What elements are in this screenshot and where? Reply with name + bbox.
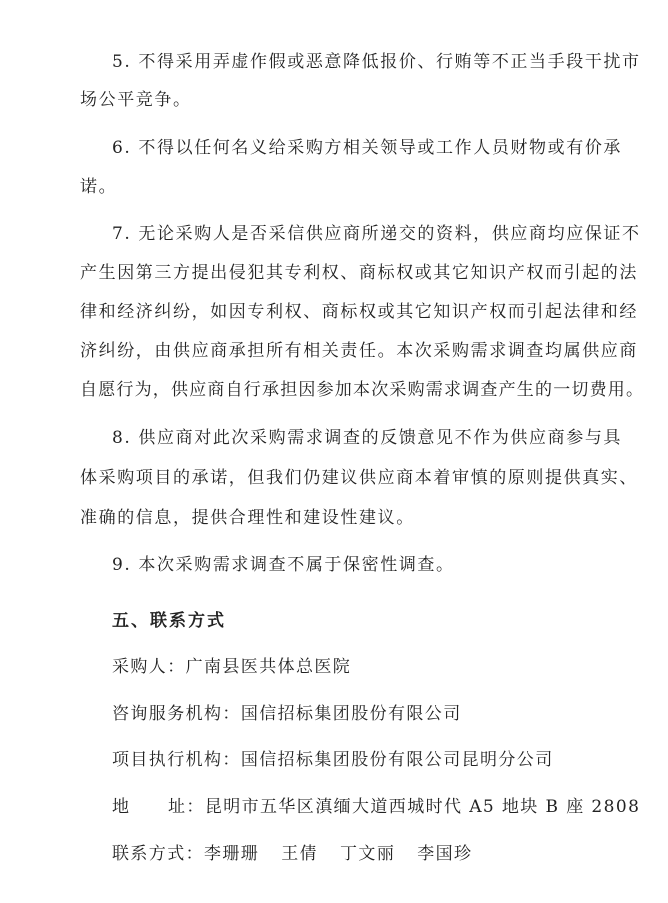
consult-line xyxy=(0,702,668,726)
contact-person-2: 王倩 xyxy=(281,844,319,864)
item-6-line-1: 6. 不得以任何名义给采购方相关领导或工作人员财物或有价承 xyxy=(112,138,623,158)
item-7-line-5: 自愿行为，供应商自行承担因参加本次采购需求调查产生的一切费用。 xyxy=(80,380,645,400)
item-5-line-2: 场公平竞争。 xyxy=(80,90,192,110)
contact-person-1: 李珊珊 xyxy=(204,844,260,864)
item-8-line-2: 体采购项目的承诺，但我们仍建议供应商本着审慎的原则提供真实、 xyxy=(80,468,638,488)
purchaser-line xyxy=(0,655,668,679)
item-7-line-1: 7. 无论采购人是否采信供应商所递交的资料，供应商均应保证不 xyxy=(112,224,641,244)
exec-value: 国信招标集团股份有限公司昆明分公司 xyxy=(240,750,554,770)
purchaser-label: 采购人： xyxy=(112,657,186,677)
purchaser-value: 广南县医共体总医院 xyxy=(185,657,352,677)
contact-person-4: 李国珍 xyxy=(417,844,473,864)
exec-label: 项目执行机构： xyxy=(112,750,241,770)
item-7-line-2: 产生因第三方提出侵犯其专利权、商标权或其它知识产权而引起的法 xyxy=(80,263,638,283)
item-9-line-1: 9. 本次采购需求调查不属于保密性调查。 xyxy=(112,555,455,575)
address-line xyxy=(0,795,668,819)
item-7-line-3: 律和经济纠纷，如因专利权、商标权或其它知识产权而引起法律和经 xyxy=(80,302,638,322)
item-6-line-2: 诺。 xyxy=(80,177,118,197)
address-label-part-2: 址： xyxy=(168,797,205,817)
item-8-line-3: 准确的信息，提供合理性和建设性建议。 xyxy=(80,508,415,528)
section-heading: 五、联系方式 xyxy=(112,611,226,631)
people-label: 联系方式： xyxy=(112,844,204,864)
contact-person-3: 丁文丽 xyxy=(340,844,396,864)
consult-label: 咨询服务机构： xyxy=(112,704,241,724)
exec-line xyxy=(0,748,668,772)
address-value: 昆明市五华区滇缅大道西城时代 A5 地块 B 座 2808 xyxy=(204,797,641,817)
item-8-line-1: 8. 供应商对此次采购需求调查的反馈意见不作为供应商参与具 xyxy=(112,428,623,448)
contact-people-line xyxy=(0,842,668,866)
address-label-part-1: 地 xyxy=(112,797,131,817)
item-7-line-4: 济纠纷，由供应商承担所有相关责任。本次采购需求调查均属供应商 xyxy=(80,341,638,361)
consult-value: 国信招标集团股份有限公司 xyxy=(240,704,462,724)
item-5-line-1: 5. 不得采用弄虚作假或恶意降低报价、行贿等不正当手段干扰市 xyxy=(112,52,641,72)
